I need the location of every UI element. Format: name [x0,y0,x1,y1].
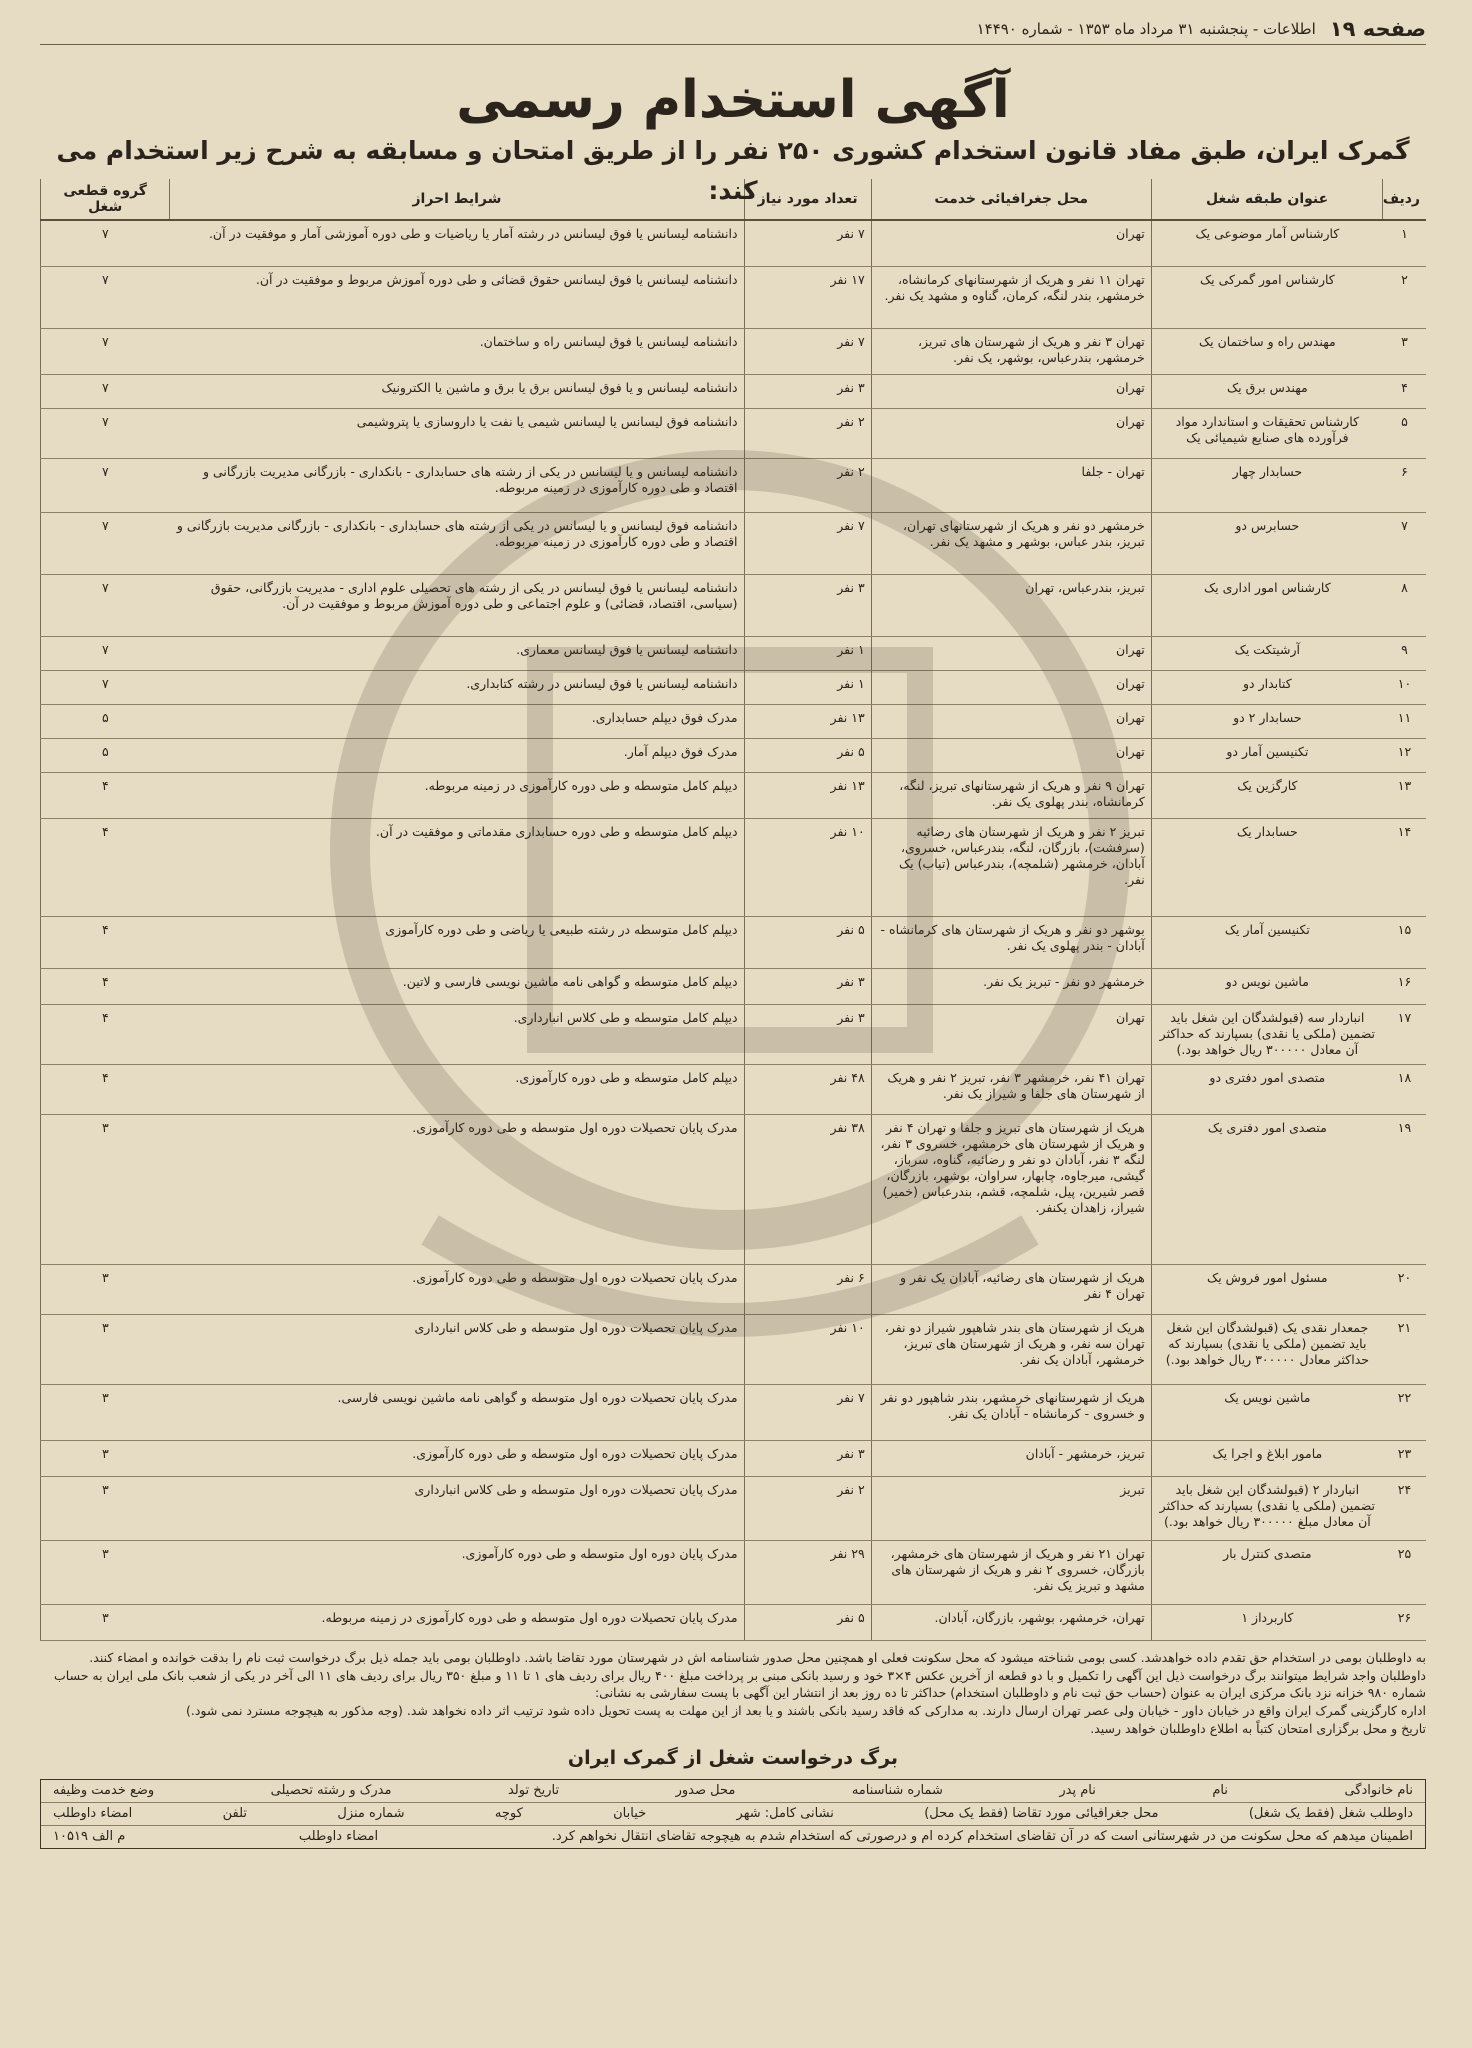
table-row [41,574,1427,636]
table-row [41,512,1427,574]
row-count: ۳۸ نفر [744,1114,871,1264]
row-job-title: تکنیسین آمار یک [1151,916,1383,968]
row-count: ۲۹ نفر [744,1540,871,1604]
note-1: به داوطلبان بومی در استخدام حق تقدم داده خواهدشد. کسی بومی شناخته میشود که محل سکونت فعلی او همچنین محل صدور شناسنامه اش در شهرستان مورد تقاضا باشد. داوطلبان بومی باید جمله ذیل برگ درخواست ثبت نام را بدقت خوانده و امضاء کنند. [89,1649,1426,1665]
application-notes [40,1649,1426,1737]
row-count: ۷ نفر [744,512,871,574]
row-location: خرمشهر دو نفر - تبریز یک نفر. [871,968,1151,1004]
form-row-job [41,1803,1425,1826]
row-job-group: ۷ [41,458,170,512]
row-job-group: ۵ [41,738,170,772]
row-job-title: حسابرس دو [1151,512,1383,574]
row-job-title: تکنیسین آمار دو [1151,738,1383,772]
row-job-title: مهندس راه و ساختمان یک [1151,328,1383,374]
row-location: هریک از شهرستانهای خرمشهر، بندر شاهپور دو نفر و خسروی - کرمانشاه - آبادان یک نفر. [871,1384,1151,1440]
header-requirements: شرایط احراز [170,179,744,220]
row-job-group: ۷ [41,374,170,408]
row-requirements: دانشنامه لیسانس یا فوق لیسانس راه و ساختمان. [170,328,744,374]
table-row [41,636,1427,670]
row-number: ۲۲ [1383,1384,1426,1440]
row-location: بوشهر دو نفر و هریک از شهرستان های کرمانشاه - آبادان - بندر پهلوی یک نفر. [871,916,1151,968]
row-location: تبریز [871,1476,1151,1540]
row-count: ۳ نفر [744,574,871,636]
row-job-group: ۷ [41,220,170,266]
table-row [41,1264,1427,1314]
row-job-group: ۳ [41,1114,170,1264]
row-requirements: دانشنامه لیسانس یا فوق لیسانس در رشته آمار یا ریاضیات و طی دوره آموزشی آمار و موفقیت در آن. [170,220,744,266]
row-job-title: ماشین نویس دو [1151,968,1383,1004]
row-job-group: ۳ [41,1384,170,1440]
form-field-signature: امضاء داوطلب [53,1806,133,1821]
header-location: محل جغرافیائی خدمت [871,179,1151,220]
row-number: ۲۴ [1383,1476,1426,1540]
form-row-declaration [41,1826,1425,1848]
row-number: ۱۳ [1383,772,1426,818]
row-job-group: ۳ [41,1604,170,1640]
table-row [41,1540,1427,1604]
row-count: ۷ نفر [744,220,871,266]
application-form [40,1779,1426,1849]
row-number: ۱ [1383,220,1426,266]
row-job-title: مامور ابلاغ و اجرا یک [1151,1440,1383,1476]
page-label: صفحه ۱۹ [1329,17,1426,41]
row-number: ۲۵ [1383,1540,1426,1604]
row-number: ۷ [1383,512,1426,574]
row-job-group: ۴ [41,772,170,818]
row-job-title: کارشناس آمار موضوعی یک [1151,220,1383,266]
row-number: ۴ [1383,374,1426,408]
row-number: ۱۱ [1383,704,1426,738]
row-number: ۱۵ [1383,916,1426,968]
row-requirements: مدرک فوق دیپلم حسابداری. [170,704,744,738]
row-count: ۴۸ نفر [744,1064,871,1114]
row-job-title: متصدی امور دفتری دو [1151,1064,1383,1114]
row-location: هریک از شهرستان های بندر شاهپور شیراز دو نفر، تهران سه نفر، و هریک از شهرستان های تبریز، خرمشهر، آبادان یک نفر. [871,1314,1151,1384]
row-number: ۲۳ [1383,1440,1426,1476]
row-count: ۵ نفر [744,1604,871,1640]
row-job-title: حسابدار یک [1151,818,1383,916]
row-number: ۲۰ [1383,1264,1426,1314]
form-field-city: نشانی کامل: شهر [736,1806,834,1821]
row-job-group: ۷ [41,512,170,574]
form-row-personal [41,1780,1425,1803]
row-requirements: دیپلم کامل متوسطه و طی دوره حسابداری مقدماتی و موفقیت در آن. [170,818,744,916]
row-count: ۱ نفر [744,636,871,670]
masthead [40,14,1426,45]
ad-subtitle: گمرک ایران، طبق مفاد قانون استخدام کشوری ۲۵۰ نفر را از طریق امتحان و مسابقه به شرح زیر استخدام می کند: [56,136,1410,205]
row-job-group: ۳ [41,1476,170,1540]
table-row [41,1384,1427,1440]
row-location: تهران [871,1004,1151,1064]
row-count: ۷ نفر [744,1384,871,1440]
row-job-title: متصدی امور دفتری یک [1151,1114,1383,1264]
row-job-group: ۴ [41,968,170,1004]
row-job-group: ۵ [41,704,170,738]
row-number: ۱۹ [1383,1114,1426,1264]
form-field-location: محل جغرافیائی مورد تقاضا (فقط یک محل) [924,1806,1159,1821]
note-4: تاریخ و محل برگزاری امتحان کتباً به اطلاع داوطلبان خواهد رسید. [1090,1720,1426,1736]
row-job-title: انباردار ۲ (قبولشدگان این شغل باید تضمین (ملکی یا نقدی) بسپارند که حداکثر آن معادل مبلغ ۳۰۰۰۰۰ ریال خواهد بود.) [1151,1476,1383,1540]
row-requirements: مدرک پایان دوره اول متوسطه و طی دوره کارآموزی. [170,1540,744,1604]
table-row [41,704,1427,738]
row-count: ۳ نفر [744,1004,871,1064]
row-number: ۲ [1383,266,1426,328]
row-requirements: مدرک پایان تحصیلات دوره اول متوسطه و طی دوره کارآموزی. [170,1264,744,1314]
table-row [41,1476,1427,1540]
form-field-name: نام [1212,1783,1228,1798]
row-requirements: مدرک پایان تحصیلات دوره اول متوسطه و طی دوره کارآموزی. [170,1440,744,1476]
row-job-title: حسابدار ۲ دو [1151,704,1383,738]
row-job-title: آرشیتکت یک [1151,636,1383,670]
table-row [41,408,1427,458]
row-job-title: جمعدار نقدی یک (قبولشدگان این شغل باید تضمین (ملکی یا نقدی) بسپارند که حداکثر معادل ۳۰۰۰۰۰ ریال خواهد بود.) [1151,1314,1383,1384]
row-job-title: مهندس برق یک [1151,374,1383,408]
table-row [41,458,1427,512]
row-requirements: دانشنامه لیسانس یا فوق لیسانس حقوق قضائی و طی دوره آموزش مربوط و موفقیت در آن. [170,266,744,328]
row-count: ۵ نفر [744,738,871,772]
row-job-title: حسابدار چهار [1151,458,1383,512]
issue-info: اطلاعات - پنجشنبه ۳۱ مرداد ماه ۱۳۵۳ - شماره ۱۴۴۹۰ [976,20,1316,38]
row-location: تهران [871,738,1151,772]
header-row-number: ردیف [1383,179,1426,220]
form-declaration: اطمینان میدهم که محل سکونت من در شهرستانی است که در آن تقاضای استخدام کرده ام و درصورتی که استخدام شدم به هیچوجه تقاضای انتقال نخواهم کرد. [551,1829,1413,1844]
row-location: تهران [871,670,1151,704]
row-job-title: کارشناس امور گمرکی یک [1151,266,1383,328]
row-location: تبریز ۲ نفر و هریک از شهرستان های رضائیه (سرفشت)، بازرگان، لنگه، بندرعباس، خسروی، آبادان، خرمشهر (شلمچه)، بندرعباس (تیاب) یک نفر. [871,818,1151,916]
row-location: تهران ۹ نفر و هریک از شهرستانهای تبریز، لنگه، کرمانشاه، بندر پهلوی یک نفر. [871,772,1151,818]
row-job-group: ۷ [41,636,170,670]
row-requirements: دانشنامه لیسانس یا فوق لیسانس در رشته کتابداری. [170,670,744,704]
table-row [41,266,1427,328]
row-count: ۱۰ نفر [744,1314,871,1384]
row-number: ۲۶ [1383,1604,1426,1640]
row-count: ۳ نفر [744,374,871,408]
jobs-table [40,179,1426,1641]
row-number: ۱۶ [1383,968,1426,1004]
row-location: تهران [871,408,1151,458]
row-job-group: ۳ [41,1314,170,1384]
row-location: هریک از شهرستان های رضائیه، آبادان یک نفر و تهران ۴ نفر [871,1264,1151,1314]
row-requirements: مدرک فوق دیپلم آمار. [170,738,744,772]
row-number: ۵ [1383,408,1426,458]
header-job-group: گروه قطعی شغل [41,179,170,220]
row-job-title: کتابدار دو [1151,670,1383,704]
row-job-group: ۷ [41,574,170,636]
row-number: ۶ [1383,458,1426,512]
form-field-birth-date: تاریخ تولد [507,1783,560,1798]
row-job-group: ۴ [41,1064,170,1114]
row-number: ۳ [1383,328,1426,374]
row-job-title: کارشناس تحقیقات و استاندارد مواد فرآورده های صنایع شیمیائی یک [1151,408,1383,458]
row-location: خرمشهر دو نفر و هریک از شهرستانهای تهران، تبریز، بندر عباس، بوشهر و مشهد یک نفر. [871,512,1151,574]
table-row [41,328,1427,374]
row-job-group: ۳ [41,1440,170,1476]
header-job-title: عنوان طبقه شغل [1151,179,1383,220]
row-location: تهران [871,374,1151,408]
row-job-group: ۷ [41,408,170,458]
row-requirements: دیپلم کامل متوسطه و طی کلاس انبارداری. [170,1004,744,1064]
row-requirements: مدرک پایان تحصیلات دوره اول متوسطه و طی کلاس انبارداری [170,1476,744,1540]
row-number: ۱۰ [1383,670,1426,704]
row-location: هریک از شهرستان های تبریز و جلفا و تهران ۴ نفر و هریک از شهرستان های خرمشهر، خسروی ۳ نفر، لنگه ۳ نفر، آبادان دو نفر و رضائیه، گناوه، سرباز، گیشی، میرجاوه، چابهار، سراوان، بوشهر، بازرگان، قصر شیرین، پیل، شلمچه، قشم، بندرعباس (خمیر) شیراز، زاهدان یکنفر. [871,1114,1151,1264]
row-job-group: ۷ [41,266,170,328]
table-row [41,772,1427,818]
table-row [41,738,1427,772]
row-requirements: دیپلم کامل متوسطه و طی دوره کارآموزی. [170,1064,744,1114]
row-location: تهران ۱۱ نفر و هریک از شهرستانهای کرمانشاه، خرمشهر، بندر لنگه، کرمان، گناوه و مشهد یک نفر. [871,266,1151,328]
row-number: ۱۴ [1383,818,1426,916]
row-requirements: مدرک پایان تحصیلات دوره اول متوسطه و طی دوره کارآموزی. [170,1114,744,1264]
row-count: ۲ نفر [744,408,871,458]
table-row [41,818,1427,916]
row-location: تهران - جلفا [871,458,1151,512]
row-requirements: مدرک پایان تحصیلات دوره اول متوسطه و طی دوره کارآموزی در زمینه مربوطه. [170,1604,744,1640]
table-row [41,670,1427,704]
row-count: ۶ نفر [744,1264,871,1314]
row-job-title: کاربرداز ۱ [1151,1604,1383,1640]
row-requirements: دانشنامه فوق لیسانس یا لیسانس شیمی یا نفت یا داروسازی یا پتروشیمی [170,408,744,458]
row-requirements: دانشنامه لیسانس و یا لیسانس در یکی از رشته های حسابداری - بانکداری - بازرگانی مدیریت بازرگانی و اقتصاد و طی دوره کارآموزی در زمینه مربوطه. [170,458,744,512]
row-requirements: مدرک پایان تحصیلات دوره اول متوسطه و طی کلاس انبارداری [170,1314,744,1384]
row-job-title: کارگزین یک [1151,772,1383,818]
form-field-phone: تلفن [222,1806,248,1821]
form-field-surname: نام خانوادگی [1344,1783,1413,1798]
row-count: ۵ نفر [744,916,871,968]
row-count: ۳ نفر [744,968,871,1004]
row-count: ۱۷ نفر [744,266,871,328]
row-count: ۱۰ نفر [744,818,871,916]
row-count: ۱۳ نفر [744,704,871,738]
row-number: ۹ [1383,636,1426,670]
table-row [41,1440,1427,1476]
form-reference: م الف ۱۰۵۱۹ [53,1829,126,1844]
form-field-issue-place: محل صدور [675,1783,736,1798]
form-title: برگ درخواست شغل از گمرک ایران [567,1746,899,1769]
row-count: ۲ نفر [744,1476,871,1540]
table-row [41,1004,1427,1064]
row-location: تبریز، بندرعباس، تهران [871,574,1151,636]
row-requirements: دیپلم کامل متوسطه و طی دوره کارآموزی در زمینه مربوطه. [170,772,744,818]
header-count: تعداد مورد نیاز [744,179,871,220]
row-number: ۲۱ [1383,1314,1426,1384]
form-field-alley: کوچه [494,1806,523,1821]
form-field-id-number: شماره شناسنامه [851,1783,943,1798]
row-location: تهران ۲۱ نفر و هریک از شهرستان های خرمشهر، بازرگان، خسروی ۲ نفر و هریک از شهرستان های مشهد و تبریز یک نفر. [871,1540,1151,1604]
note-2: داوطلبان واجد شرایط میتوانند برگ درخواست ذیل این آگهی را تکمیل و با دو قطعه از آخرین عکس ۴×۳ خود و رسید بانکی مبنی بر پرداخت مبلغ ۴۰۰ ریال برای ردیف های ۱ تا ۱۱ و مبلغ ۳۵۰ ریال برای ردیف های ۱۱ الی آخر در یکی از شعب بانک ملی ایران به حساب شماره ۹۸۰ خزانه نزد بانک مرکزی ایران به عنوان (حساب حق ثبت نام و داوطلبان استخدام) حداکثر تا ده روز بعد از انتشار این آگهی با پست سفارشی به نشانی: [54,1667,1426,1700]
form-field-education: مدرک و رشته تحصیلی [270,1783,392,1798]
ad-title: آگهی استخدام رسمی [456,70,1010,130]
form-field-house-number: شماره منزل [337,1806,405,1821]
row-job-group: ۷ [41,328,170,374]
table-row [41,968,1427,1004]
table-row [41,1604,1427,1640]
row-job-title: انباردار سه (قبولشدگان این شغل باید تضمین (ملکی یا نقدی) بسپارند که حداکثر آن معادل ۳۰۰۰۰۰ ریال خواهد بود.) [1151,1004,1383,1064]
row-count: ۱ نفر [744,670,871,704]
form-declaration-signature: امضاء داوطلب [298,1829,379,1844]
table-row [41,220,1427,266]
table-row [41,1064,1427,1114]
row-job-group: ۳ [41,1540,170,1604]
table-row [41,374,1427,408]
row-count: ۳ نفر [744,1440,871,1476]
row-requirements: دانشنامه لیسانس یا فوق لیسانس در یکی از رشته های تحصیلی علوم اداری - مدیریت بازرگانی، حقوق (سیاسی، اقتصاد، قضائی) و علوم اجتماعی و طی دوره آموزش مربوط و موفقیت در آن. [170,574,744,636]
table-row [41,1314,1427,1384]
row-number: ۱۷ [1383,1004,1426,1064]
row-location: تهران [871,220,1151,266]
row-location: تهران [871,636,1151,670]
row-location: تهران ۴۱ نفر، خرمشهر ۳ نفر، تبریز ۲ نفر و هریک از شهرستان های جلفا و شیراز یک نفر. [871,1064,1151,1114]
row-count: ۷ نفر [744,328,871,374]
row-job-title: ماشین نویس یک [1151,1384,1383,1440]
row-requirements: دانشنامه فوق لیسانس و یا لیسانس در یکی از رشته های حسابداری - بانکداری - بازرگانی مدیریت بازرگانی و اقتصاد و طی دوره کارآموزی در زمینه مربوطه. [170,512,744,574]
row-location: تبریز، خرمشهر - آبادان [871,1440,1151,1476]
row-number: ۸ [1383,574,1426,636]
form-field-job: داوطلب شغل (فقط یک شغل) [1248,1806,1413,1821]
row-location: تهران [871,704,1151,738]
row-location: تهران، خرمشهر، بوشهر، بازرگان، آبادان. [871,1604,1151,1640]
row-job-title: مسئول امور فروش یک [1151,1264,1383,1314]
row-requirements: دانشنامه لیسانس یا فوق لیسانس معماری. [170,636,744,670]
row-location: تهران ۳ نفر و هریک از شهرستان های تبریز، خرمشهر، بندرعباس، بوشهر، یک نفر. [871,328,1151,374]
row-job-group: ۳ [41,1264,170,1314]
row-number: ۱۲ [1383,738,1426,772]
row-number: ۱۸ [1383,1064,1426,1114]
note-3: اداره کارگزینی گمرک ایران واقع در خیابان داور - خیابان ولی عصر تهران ارسال دارند. به مدارکی که فاقد رسید بانکی باشند و یا بعد از این مهلت به پست تحویل داده شود ترتیب اثر داده نخواهد شد. (وجه مذکور به هیچوجه مسترد نمی شود.) [185,1702,1426,1718]
form-field-street: خیابان [613,1806,647,1821]
jobs-table-body [41,220,1427,1640]
row-job-group: ۷ [41,670,170,704]
row-count: ۲ نفر [744,458,871,512]
form-field-military: وضع خدمت وظیفه [53,1783,155,1798]
form-field-father-name: نام پدر [1059,1783,1096,1798]
row-job-group: ۴ [41,818,170,916]
row-requirements: دیپلم کامل متوسطه در رشته طبیعی یا ریاضی و طی دوره کارآموزی [170,916,744,968]
row-count: ۱۳ نفر [744,772,871,818]
table-row [41,1114,1427,1264]
row-requirements: دانشنامه لیسانس و یا فوق لیسانس برق یا برق و ماشین یا الکترونیک [170,374,744,408]
row-job-group: ۴ [41,916,170,968]
row-job-title: کارشناس امور اداری یک [1151,574,1383,636]
row-requirements: دیپلم کامل متوسطه و گواهی نامه ماشین نویسی فارسی و لاتین. [170,968,744,1004]
row-job-group: ۴ [41,1004,170,1064]
table-row [41,916,1427,968]
row-job-title: متصدی کنترل بار [1151,1540,1383,1604]
row-requirements: مدرک پایان تحصیلات دوره اول متوسطه و گواهی نامه ماشین نویسی فارسی. [170,1384,744,1440]
